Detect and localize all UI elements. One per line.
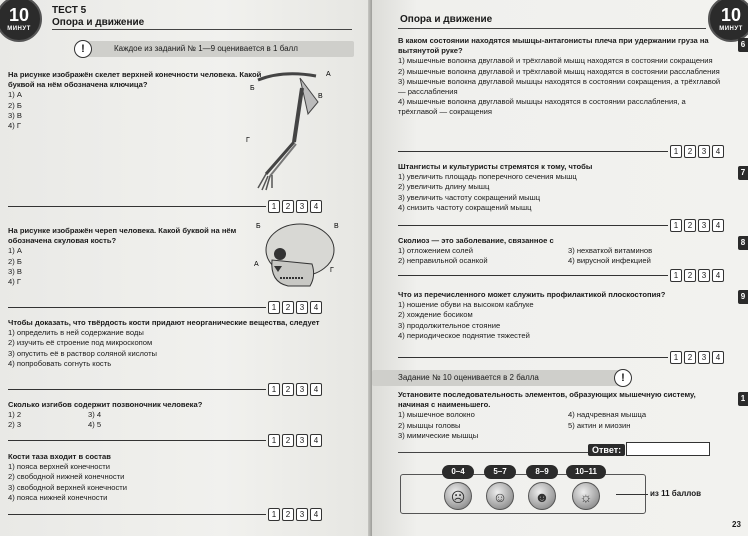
answer-box[interactable]: 4 — [712, 219, 724, 232]
question-text: Что из перечисленного может служить профилактикой плоскостопия? — [398, 290, 666, 299]
option[interactable]: 4) снизить частоту сокращений мышц — [398, 202, 532, 212]
jaw — [272, 260, 314, 286]
option[interactable]: 4) пояса нижней конечности — [8, 492, 108, 502]
option[interactable]: 4) Г — [8, 277, 21, 287]
score-total: из 11 баллов — [650, 489, 702, 498]
answer-box[interactable]: 1 — [670, 269, 682, 282]
question-text: Штангисты и культуристы стремятся к тому, чтобы — [398, 162, 593, 171]
answer-box[interactable]: 2 — [282, 434, 294, 447]
answer-box[interactable]: 4 — [310, 200, 322, 213]
badge-number: 10 — [720, 5, 742, 25]
question-2 — [8, 226, 244, 287]
score-range: 10–11 — [566, 465, 606, 479]
option[interactable]: 1) отложением солей — [398, 246, 474, 256]
option[interactable]: 4) Г — [8, 121, 21, 131]
right-page — [372, 0, 748, 536]
answer-box[interactable]: 4 — [310, 434, 322, 447]
answer-row — [8, 300, 322, 314]
page-number: 23 — [732, 520, 741, 529]
radius-bone — [266, 142, 294, 174]
option[interactable]: 3) свободной верхней конечности — [8, 482, 127, 492]
section-title: Опора и движение — [400, 14, 493, 25]
figure-label-a: А — [326, 71, 331, 78]
answer-box[interactable]: 4 — [310, 508, 322, 521]
option[interactable]: 2) мышечные волокна двуглавой и трёхглавой мышц находятся в состоянии расслабления — [398, 66, 720, 76]
clavicle-bone — [258, 74, 316, 80]
answer-box[interactable]: 1 — [268, 434, 280, 447]
figure-label-v: В — [318, 93, 323, 100]
answer-box[interactable]: 1 — [268, 383, 280, 396]
figure-label-g: Г — [246, 137, 250, 144]
question-text: На рисунке изображён скелет верхней конечности человека. Какой буквой на нём обозначена ключица? — [8, 70, 262, 90]
option[interactable]: 2) 3 — [8, 420, 22, 430]
badge-unit: МИНУТ — [7, 26, 31, 32]
question-4 — [8, 400, 268, 431]
option[interactable]: 2) изучить её строение под микроскопом — [8, 338, 153, 348]
exclamation-icon: ! — [74, 40, 92, 58]
section-title: Опора и движение — [52, 17, 145, 28]
option[interactable]: 1) А — [8, 246, 22, 256]
option[interactable]: 1) мышечное волокно — [398, 410, 475, 420]
cool-face-icon: ☼ — [572, 482, 600, 510]
answer-box[interactable]: 1 — [268, 200, 280, 213]
side-tab: 8 — [738, 236, 748, 250]
score-range: 8–9 — [526, 465, 558, 479]
side-tab: 7 — [738, 166, 748, 180]
answer-box[interactable]: 2 — [684, 219, 696, 232]
question-text: Сколиоз — это заболевание, связанное с — [398, 236, 554, 245]
instruction-banner — [81, 41, 354, 57]
side-tab: 6 — [738, 38, 748, 52]
question-3 — [8, 318, 338, 369]
option[interactable]: 4) попробовать согнуть кость — [8, 358, 112, 368]
question-10 — [398, 390, 724, 441]
badge-number: 10 — [8, 5, 30, 25]
option[interactable]: 2) неправильной осанкой — [398, 256, 488, 266]
answer-row — [8, 199, 322, 213]
answer-row — [398, 268, 724, 282]
answer-box[interactable]: 2 — [684, 145, 696, 158]
answer-row — [8, 433, 322, 447]
option[interactable]: 3) опустить её в раствор соляной кислоты — [8, 348, 158, 358]
answer-box[interactable]: 1 — [268, 301, 280, 314]
figure-label-b: Б — [256, 223, 261, 230]
answer-box[interactable]: 1 — [670, 145, 682, 158]
answer-box[interactable]: 4 — [712, 145, 724, 158]
score-range: 5–7 — [484, 465, 516, 479]
answer-box[interactable]: 2 — [684, 269, 696, 282]
option[interactable]: 1) 2 — [8, 410, 22, 420]
arm-skeleton-figure — [238, 62, 338, 192]
option[interactable]: 3) продолжительное стояние — [398, 320, 501, 330]
option[interactable]: 1) пояса верхней конечности — [8, 462, 110, 472]
badge-unit: МИНУТ — [719, 26, 743, 32]
answer-row — [398, 144, 724, 158]
sad-face-icon: ☹ — [444, 482, 472, 510]
answer-row — [398, 218, 724, 232]
answer-box[interactable]: 2 — [282, 383, 294, 396]
option[interactable]: 2) свободной нижней конечности — [8, 472, 125, 482]
question-9 — [398, 290, 724, 341]
banner-text: Задание № 10 оценивается в 2 балла — [398, 373, 539, 382]
answer-box[interactable]: 4 — [310, 301, 322, 314]
time-badge — [0, 0, 42, 42]
option[interactable]: 1) определить в ней содержание воды — [8, 328, 144, 338]
answer-box[interactable]: 3 — [296, 301, 308, 314]
option[interactable]: 2) хождение босиком — [398, 310, 473, 320]
option[interactable]: 4) периодическое поднятие тяжестей — [398, 330, 530, 340]
option[interactable]: 4) 5 — [88, 420, 102, 430]
answer-input[interactable] — [626, 442, 710, 456]
option[interactable]: 3) увеличить частоту сокращений мышц — [398, 192, 541, 202]
option[interactable]: 1) А — [8, 90, 22, 100]
option[interactable]: 2) Б — [8, 256, 22, 266]
option[interactable]: 3) мышечные волокна двуглавой мышцы находятся в состоянии сокращения, а трёхглавой — расслабления — [398, 76, 721, 97]
score-range: 0–4 — [442, 465, 474, 479]
figure-label-v: В — [334, 223, 339, 230]
question-8 — [398, 236, 718, 267]
humerus-bone — [294, 88, 302, 142]
answer-row — [8, 382, 322, 396]
answer-box[interactable]: 4 — [712, 351, 724, 364]
hand-bones — [258, 174, 272, 190]
option[interactable]: 3) В — [8, 110, 22, 120]
left-page — [0, 0, 372, 536]
answer-box[interactable]: 3 — [296, 508, 308, 521]
figure-label-b: Б — [250, 85, 255, 92]
option[interactable]: 2) мышцы головы — [398, 420, 461, 430]
option[interactable]: 4) надчревная мышца — [568, 410, 647, 420]
banner-text: Каждое из заданий № 1—9 оценивается в 1 балл — [114, 44, 298, 53]
answer-box[interactable]: 3 — [698, 351, 710, 364]
answer-box[interactable]: 2 — [684, 351, 696, 364]
question-7 — [398, 162, 718, 213]
side-tab: 1 — [738, 392, 748, 406]
answer-box[interactable]: 2 — [282, 508, 294, 521]
option[interactable]: 4) вирусной инфекцией — [568, 256, 651, 266]
question-text: Кости таза входит в состав — [8, 452, 111, 461]
answer-box[interactable]: 2 — [282, 301, 294, 314]
option[interactable]: 2) Б — [8, 100, 22, 110]
ulna-bone — [270, 144, 296, 176]
answer-box[interactable]: 3 — [296, 200, 308, 213]
option[interactable]: 4) мышечные волокна двуглавой мышцы находятся в состоянии расслабления, а трёхглавой — сокращения — [398, 97, 686, 117]
figure-label-a: А — [254, 261, 259, 268]
test-title: ТЕСТ 5 — [52, 5, 87, 16]
smile-face-icon: ☻ — [528, 482, 556, 510]
option[interactable]: 5) актин и миозин — [568, 420, 631, 430]
answer-box[interactable]: 1 — [670, 351, 682, 364]
eye-socket — [274, 248, 286, 260]
option[interactable]: 1) мышечные волокна двуглавой и трёхглавой мышц находятся в состоянии сокращения — [398, 56, 713, 66]
option[interactable]: 3) мимические мышцы — [398, 430, 479, 440]
option[interactable]: 3) нехваткой витаминов — [568, 246, 653, 256]
option[interactable]: 3) 4 — [88, 410, 102, 420]
question-6 — [398, 36, 724, 118]
option[interactable]: 1) ношение обуви на высоком каблуке — [398, 300, 534, 310]
exclamation-icon: ! — [614, 369, 632, 387]
neutral-face-icon: ☺ — [486, 482, 514, 510]
question-text: Установите последовательность элементов, образующих мышечную систему, начиная с наименьшего. — [398, 390, 696, 410]
question-5 — [8, 452, 268, 503]
figure-label-g: Г — [330, 267, 334, 274]
answer-box[interactable]: 4 — [310, 383, 322, 396]
answer-label: Ответ: — [588, 444, 625, 456]
answer-row — [398, 350, 724, 364]
task10-banner — [372, 370, 628, 386]
question-1 — [8, 70, 270, 131]
option[interactable]: 3) В — [8, 266, 22, 276]
answer-box[interactable]: 1 — [670, 219, 682, 232]
answer-box[interactable]: 3 — [698, 219, 710, 232]
answer-box[interactable]: 3 — [698, 145, 710, 158]
answer-row — [8, 507, 322, 521]
question-text: Сколько изгибов содержит позвоночник человека? — [8, 400, 203, 409]
answer-box[interactable]: 3 — [296, 383, 308, 396]
answer-box[interactable]: 1 — [268, 508, 280, 521]
side-tab: 9 — [738, 290, 748, 304]
score-scale — [400, 474, 646, 514]
option[interactable]: 1) увеличить площадь поперечного сечения мышц — [398, 172, 577, 182]
skull-figure — [254, 220, 342, 292]
answer-box[interactable]: 3 — [296, 434, 308, 447]
answer-box[interactable]: 4 — [712, 269, 724, 282]
question-text: В каком состоянии находятся мышцы-антагонисты плеча при удержании груза на вытянутой руке? — [398, 36, 709, 56]
question-text: Чтобы доказать, что твёрдость кости придают неорганические вещества, следует — [8, 318, 320, 327]
question-text: На рисунке изображён череп человека. Какой буквой на нём обозначена скуловая кость? — [8, 226, 237, 246]
option[interactable]: 2) увеличить длину мышц — [398, 182, 490, 192]
answer-box[interactable]: 2 — [282, 200, 294, 213]
answer-box[interactable]: 3 — [698, 269, 710, 282]
